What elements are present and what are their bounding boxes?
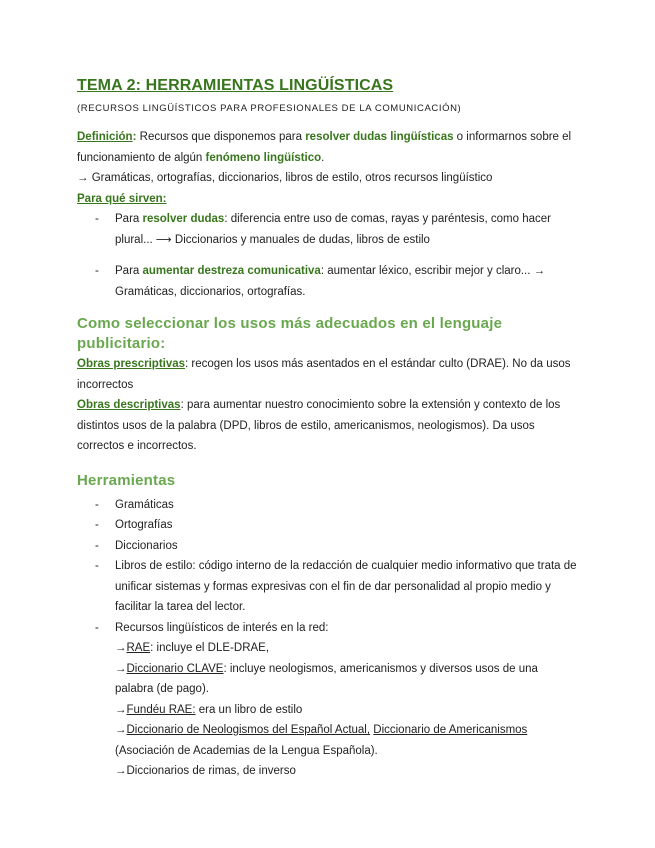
section-heading-como: Como seleccionar los usos más adecuados en el lenguaje publicitario:	[77, 315, 503, 352]
clave-description: : incluye neologismos, americanismos y diversos usos de una palabra (de pago).	[115, 662, 538, 695]
item-text-bold: resolver dudas	[142, 213, 225, 225]
rae-description: : incluye el DLE-DRAE,	[150, 642, 270, 654]
neologismos-link[interactable]: Diccionario de Neologismos del Español Actual,	[126, 724, 371, 736]
item-text-post: : aumentar léxico, escribir mejor y claro... → Gramáticas, diccionarios, ortografías.	[115, 265, 546, 298]
definition-text-3: .	[321, 151, 325, 164]
document-page	[77, 76, 577, 782]
dash-bullet: -	[95, 265, 99, 277]
descriptivas-text: : para aumentar nuestro conocimiento sobre la extensión y contexto de los distintos usos de la palabra (DPD, libros de estilo, americanismos, neologismos). Da usos correctos e incorrectos.	[77, 399, 561, 452]
americanismos-link[interactable]: Diccionario de Americanismos	[373, 724, 528, 736]
dash-bullet: -	[95, 213, 99, 225]
item-text-pre: Para	[115, 265, 143, 277]
rimas-description: Diccionarios de rimas, de inverso	[126, 765, 296, 777]
neologismos-description: (Asociación de Academias de la Lengua Española).	[115, 744, 378, 757]
dash-bullet: -	[95, 498, 99, 511]
long-arrow-icon: ⟶	[155, 232, 172, 246]
fundeu-link[interactable]: Fundéu RAE:	[126, 703, 196, 716]
list-item	[77, 261, 577, 302]
document-title: TEMA 2: HERRAMIENTAS LINGÜÍSTICAS	[77, 77, 394, 94]
list-item	[77, 618, 577, 782]
fundeu-description: era un libro de estilo	[195, 703, 303, 716]
descriptivas-paragraph	[77, 395, 577, 457]
definition-text-1: Recursos que disponemos para	[136, 131, 306, 143]
para-que-label-line	[77, 189, 577, 210]
resource-clave	[115, 659, 577, 700]
prescriptivas-label: Obras prescriptivas	[77, 358, 186, 370]
item-text: Diccionarios	[115, 539, 178, 552]
list-item	[77, 495, 577, 516]
resources-arrow-line: → Gramáticas, ortografías, diccionarios, libros de estilo, otros recursos lingüístico	[77, 172, 493, 184]
definition-bold-2: fenómeno lingüístico	[205, 151, 322, 164]
resource-fundeu	[115, 700, 577, 721]
item-text: Libros de estilo: código interno de la redacción de cualquier medio informativo que trata de unificar sistemas y formas expresivas con el fin de dar personalidad al propio medio y facilitar la tarea del lector.	[115, 560, 577, 613]
dash-bullet: -	[95, 519, 99, 531]
right-arrow-icon: →	[115, 703, 127, 716]
section-heading-herramientas: Herramientas	[77, 471, 176, 489]
list-item	[77, 209, 577, 250]
dash-bullet: -	[95, 539, 99, 552]
definition-paragraph	[77, 127, 577, 168]
item-text-pre: Para	[115, 213, 143, 225]
prescriptivas-text: : recogen los usos más asentados en el estándar culto (DRAE). No da usos incorrectos	[77, 358, 571, 391]
right-arrow-icon: →	[115, 765, 127, 777]
item-text: Gramáticas	[115, 498, 174, 511]
document-subtitle: (RECURSOS LINGÜÍSTICOS PARA PROFESIONALES DE LA COMUNICACIÓN)	[77, 103, 462, 114]
rae-link[interactable]: RAE	[126, 642, 151, 654]
item-text: Ortografías	[115, 519, 173, 531]
dash-bullet: -	[95, 560, 99, 572]
clave-link[interactable]: Diccionario CLAVE	[126, 662, 224, 675]
item-text-tail: Diccionarios y manuales de dudas, libros de estilo	[171, 233, 430, 246]
item-text: Recursos lingüísticos de interés en la red:	[115, 621, 329, 634]
resource-rae	[115, 638, 577, 659]
definition-label: Definición	[77, 131, 133, 143]
list-item	[77, 556, 577, 618]
right-arrow-icon: →	[115, 724, 127, 736]
list-item	[77, 515, 577, 536]
herramientas-list	[77, 495, 577, 782]
right-arrow-icon: →	[115, 642, 127, 654]
right-arrow-icon: →	[115, 662, 127, 675]
item-text-bold: aumentar destreza comunicativa	[142, 265, 321, 277]
para-que-label: Para qué sirven:	[77, 192, 167, 205]
item-text-post: : diferencia entre uso de comas, rayas y paréntesis, como hacer plural...	[115, 213, 551, 246]
prescriptivas-paragraph	[77, 354, 577, 395]
dash-bullet: -	[95, 621, 99, 634]
definition-text-2: o informarnos sobre el funcionamiento de algún	[77, 131, 572, 164]
definition-colon: :	[132, 131, 137, 143]
definition-bold-1: resolver dudas lingüísticas	[305, 131, 454, 143]
resource-rimas	[115, 761, 577, 782]
para-que-list	[77, 209, 577, 302]
descriptivas-label: Obras descriptivas	[77, 399, 181, 411]
resource-neologismos	[115, 720, 577, 761]
list-item	[77, 536, 577, 557]
